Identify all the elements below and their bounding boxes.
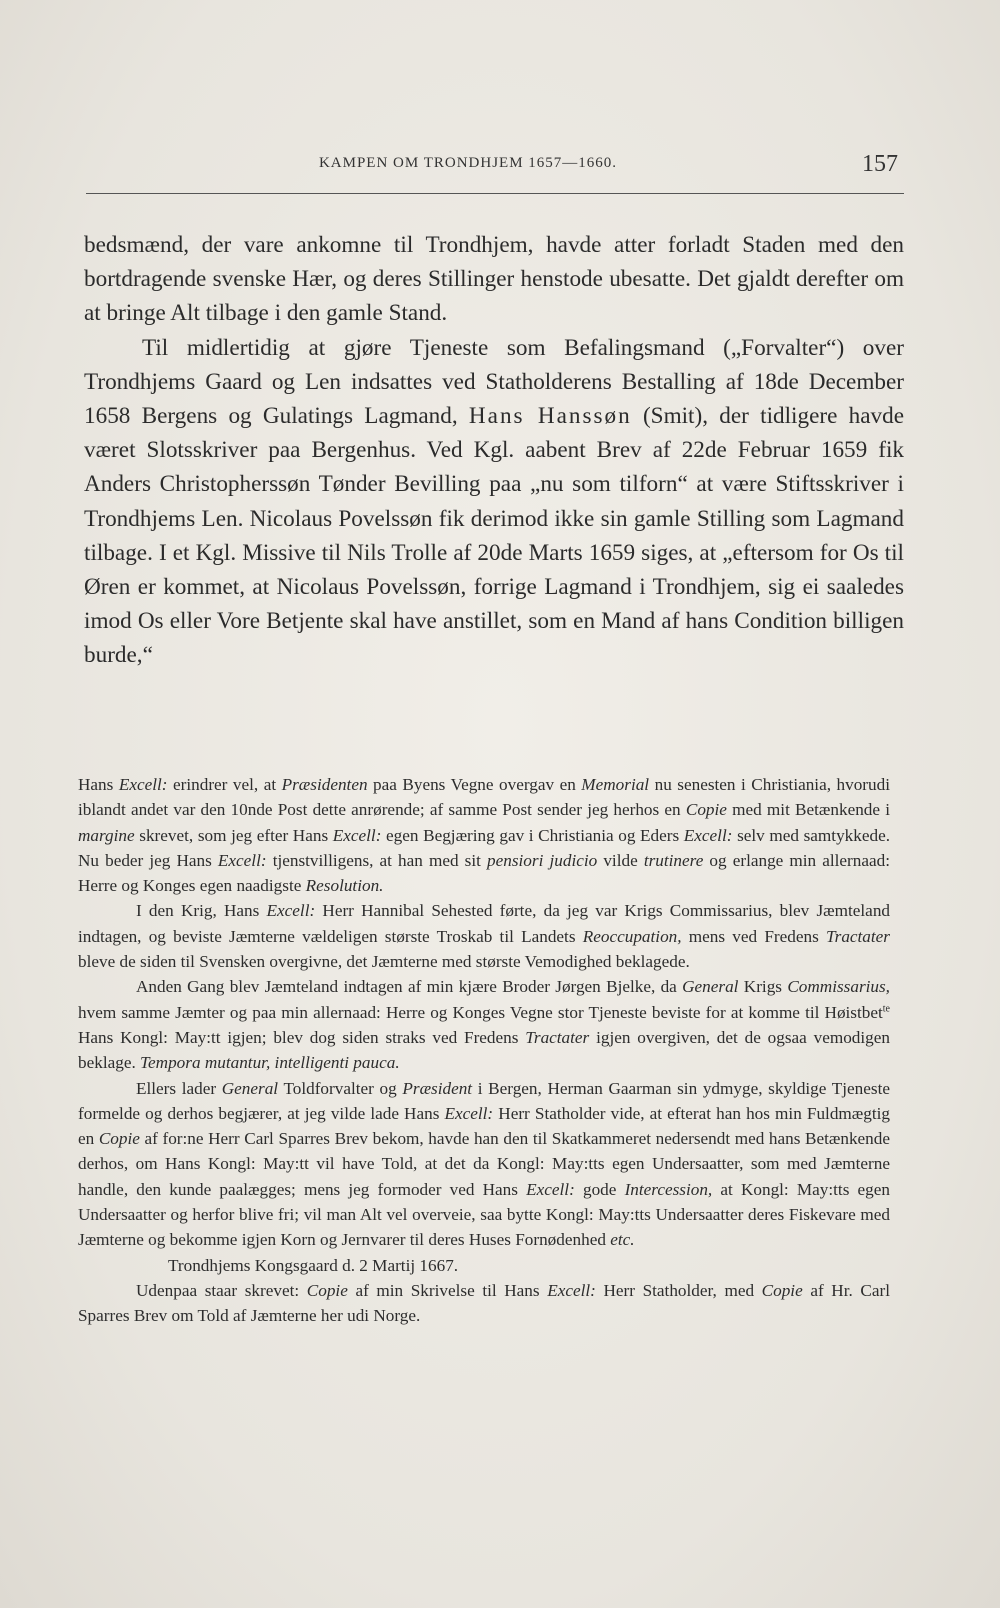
text-segment: af for:ne Herr Carl Sparres Brev bekom, havde han den til Skatkammeret nedersendt med hans Betænkende derhos, om Hans Kongl: May:tt vil have Told, at det da Kongl: May:tts egen Undersaatter, som med Jæmterne handle, den kunde paalægges; mens jeg formoder ved Hans xyxy=(78,1129,890,1199)
italic-term: Excell: xyxy=(332,825,382,845)
letter-paragraph-1 xyxy=(78,772,890,898)
italic-term: Excell: xyxy=(217,850,267,870)
italic-term: Copie xyxy=(306,1280,348,1300)
text-segment: af min Skrivelse til Hans xyxy=(347,1280,548,1300)
italic-term: Tractater xyxy=(525,1027,590,1047)
page-number: 157 xyxy=(862,151,898,177)
text-segment: Hans xyxy=(78,775,119,794)
italic-term: Commissarius, xyxy=(787,977,890,997)
italic-term: Excell: xyxy=(118,775,168,794)
text-segment: Krigs xyxy=(738,977,788,997)
italic-term: General xyxy=(221,1078,279,1098)
text-segment: paa Byens Vegne overgav en xyxy=(367,775,582,794)
italic-term: Excell: xyxy=(444,1103,494,1123)
letter-endorsement xyxy=(78,1278,890,1329)
text-segment: mens ved Fredens xyxy=(681,926,827,946)
italic-term: Præsidenten xyxy=(281,775,368,794)
text-segment: igjen overgiven, det de ogsaa vemodigen beklage. xyxy=(78,1027,890,1073)
text-segment: Udenpaa staar skrevet: xyxy=(136,1280,307,1300)
text-segment: Ellers lader xyxy=(136,1078,222,1098)
main-text xyxy=(84,228,904,673)
text-segment: egen Begjæring gav i Christiania og Eders xyxy=(381,825,684,845)
italic-term: etc. xyxy=(610,1230,635,1250)
text-segment: Hans Kongl: May:tt igjen; blev dog siden straks ved Fredens xyxy=(78,1027,526,1047)
italic-term: Excell: xyxy=(547,1280,596,1300)
text-segment: nu senesten i Christiania, hvorudi iblandt andet var den 10nde Post dette anrørende; af samme Post sender jeg herhos en xyxy=(78,775,890,820)
text-segment: med mit Betænkende i xyxy=(726,800,890,820)
text-segment: og erlange min allernaad: Herre og Konges egen naadigste xyxy=(78,850,891,896)
text-segment: af Hr. Carl Sparres Brev om Told af Jæmterne her udi Norge. xyxy=(78,1280,890,1326)
text-segment: gode xyxy=(574,1179,625,1199)
running-title: KAMPEN OM TRONDHJEM 1657—1660. xyxy=(318,155,618,171)
italic-term: Præsident xyxy=(402,1078,473,1098)
italic-term: Copie xyxy=(761,1280,803,1300)
italic-term: Intercession, xyxy=(624,1179,713,1199)
text-segment: I den Krig, Hans xyxy=(136,901,267,921)
italic-term: Excell: xyxy=(683,825,733,845)
letter-paragraph-4 xyxy=(78,1076,890,1253)
text-segment: tjenstvilligens, at han med sit xyxy=(266,850,488,870)
text-segment: erindrer vel, at xyxy=(167,775,282,794)
italic-term: margine xyxy=(78,825,135,845)
italic-term: trutinere xyxy=(643,850,704,870)
italic-term: Tempora mutantur, intelligenti pauca. xyxy=(140,1053,400,1073)
italic-term: Memorial xyxy=(581,775,650,794)
text-segment: selv med samtykkede. Nu beder jeg Hans xyxy=(78,825,890,870)
letter-date-line: Trondhjems Kongsgaard d. 2 Martij 1667. xyxy=(168,1255,459,1275)
italic-term: General xyxy=(682,977,739,997)
italic-term: Tractater xyxy=(826,926,890,946)
text-segment: Herr Statholder, med xyxy=(595,1280,762,1300)
text-segment: at Kongl: May:tts egen Undersaatter og herfor blive fri; vil man Alt vel overveie, saa bytte Kongl: May:tts Undersaatter deres Fiskevare med Jæmterne og bekomme igjen Korn og Jernvarer til deres Huses Fornødenhed xyxy=(78,1179,890,1250)
text-segment: hvem samme Jæmter og paa min allernaad: Herre og Konges Vegne stor Tjeneste beviste for at komme til Høistbet xyxy=(78,1002,883,1022)
text-segment: Toldforvalter og xyxy=(278,1078,403,1098)
italic-term: Copie xyxy=(98,1129,140,1149)
paragraph-1: bedsmænd, der vare ankomne til Trondhjem, havde atter forladt Staden med den bortdragende svenske Hær, og deres Stillinger henstode ubesatte. Det gjaldt derefter om at bringe Alt tilbage i den gamle Stand. xyxy=(84,232,904,327)
paragraph-2 xyxy=(84,331,904,673)
text-segment: vilde xyxy=(597,850,644,870)
italic-term: pensiori judicio xyxy=(487,850,598,870)
italic-term: Copie xyxy=(685,800,727,820)
running-head xyxy=(86,153,904,194)
quoted-letter xyxy=(78,772,890,1329)
italic-term: Excell: xyxy=(266,901,316,921)
italic-term: Excell: xyxy=(526,1179,575,1199)
paragraph-2-part-1: Til midlertidig at gjøre Tjeneste som Befalingsmand („Forvalter“) over Trondhjems Gaard og Len indsattes ved Statholderens Bestalling af 18de December 1658 Bergens og Gulatings Lagmand, xyxy=(84,334,904,430)
text-segment: Herr Statholder vide, at efterat han hos min Fuldmægtig en xyxy=(78,1103,890,1149)
superscript-text: te xyxy=(882,1002,890,1014)
text-segment: bleve de siden til Svensken overgivne, det Jæmterne med største Vemodighed beklagede. xyxy=(78,952,690,972)
letter-paragraph-2 xyxy=(78,898,890,974)
text-segment: Herr Hannibal Sehested førte, da jeg var Krigs Commissarius, blev Jæmteland indtagen, og beviste Jæmterne vældeligen største Troskab til Landets xyxy=(78,901,891,946)
person-name: Hans Hanssøn xyxy=(468,403,632,430)
italic-term: Resolution. xyxy=(305,876,384,896)
text-segment: i Bergen, Herman Gaarman sin ydmyge, skyldige Tjeneste formelde og derhos begjærer, at jeg vilde lade Hans xyxy=(78,1078,890,1123)
text-segment: skrevet, som jeg efter Hans xyxy=(134,825,333,845)
text-segment: Anden Gang blev Jæmteland indtagen af min kjære Broder Jørgen Bjelke, da xyxy=(136,977,683,997)
italic-term: Reoccupation, xyxy=(582,926,682,946)
paragraph-2-part-2: (Smit), der tidligere havde været Slotsskriver paa Bergenhus. Ved Kgl. aabent Brev af 22de Februar 1659 fik Anders Christopherssøn Tønder Bevilling paa „nu som tilforn“ at være Stiftsskriver i Trondhjems Len. Nicolaus Povelssøn fik derimod ikke sin gamle Stilling som Lagmand tilbage. I et Kgl. Missive til Nils Trolle af 20de Marts 1659 siges, at „eftersom for Os til Øren er kommet, at Nicolaus Povelssøn, forrige Lagmand i Trondhjem, sig ei saaledes imod Os eller Vore Betjente skal have anstillet, som en Mand af hans Condition billigen burde,“ xyxy=(84,403,904,669)
letter-paragraph-3 xyxy=(78,974,890,1075)
